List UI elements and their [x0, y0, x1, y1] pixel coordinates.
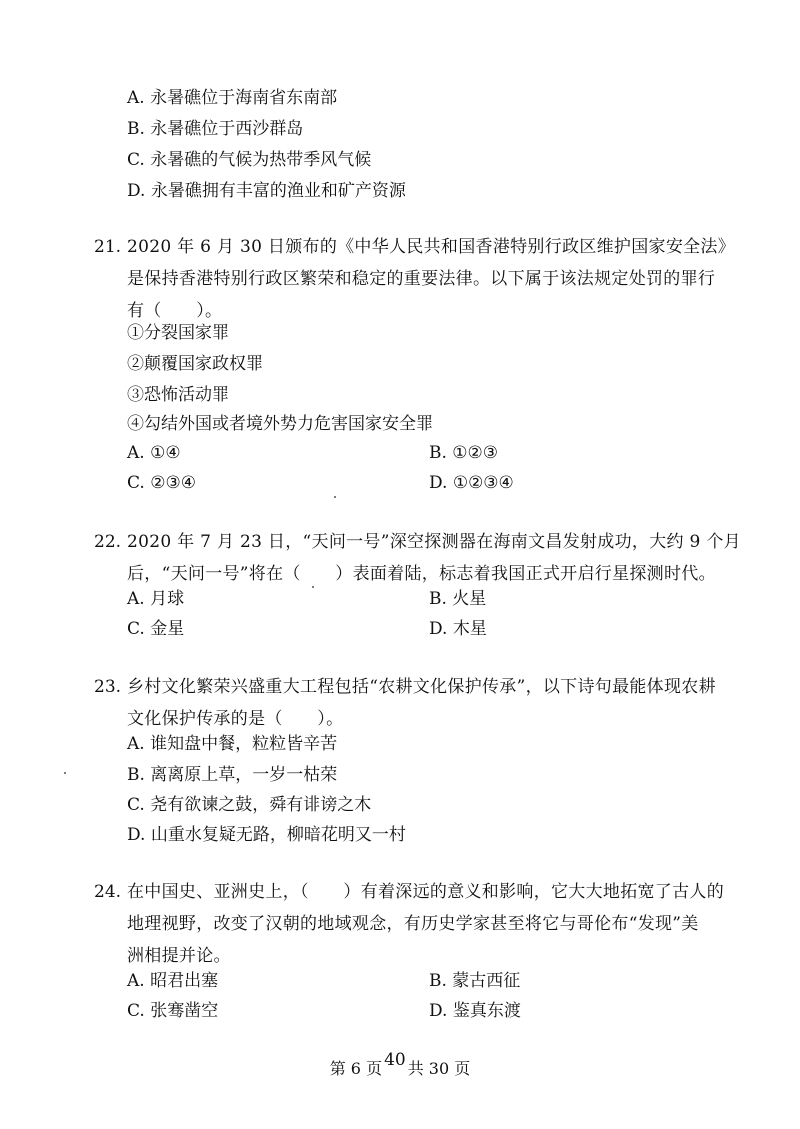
- page-stamp-number: 40: [384, 1050, 406, 1070]
- page-indicator: 第 6 页: [329, 1059, 383, 1078]
- stem-line: 乡村文化繁荣兴盛重大工程包括“农耕文化保护传承”，以下诗句最能体现农耕: [127, 677, 716, 697]
- option-d: D. 木星: [429, 619, 487, 639]
- option-a: A. 永暑礁位于海南省东南部: [127, 88, 338, 108]
- question-stem: [127, 876, 727, 972]
- page-footer: [0, 1050, 800, 1080]
- option-b: B. 火星: [429, 589, 487, 609]
- option-b: B. 永暑礁位于西沙群岛: [127, 119, 304, 139]
- option-a: A. 月球: [127, 589, 185, 609]
- statement-item: ②颠覆国家政权罪: [127, 354, 263, 374]
- option-d: D. 山重水复疑无路，柳暗花明又一村: [127, 825, 406, 845]
- stem-line: 2020 年 7 月 23 日，“天问一号”深空探测器在海南文昌发射成功，大约 9 个月: [127, 532, 741, 552]
- question-stem: [127, 231, 736, 327]
- option-b: B. 离离原上草，一岁一枯荣: [127, 765, 338, 785]
- option-c: C. 金星: [127, 619, 185, 639]
- stem-line: 在中国史、亚洲史上，（ ）有着深远的意义和影响，它大大地拓宽了古人的: [127, 882, 724, 902]
- option-c: C. 张骞凿空: [127, 1001, 219, 1021]
- question-number: 22.: [94, 532, 122, 552]
- stem-line: 后，“天问一号”将在（ ）表面着陆，标志着我国正式开启行星探测时代。: [127, 564, 716, 584]
- stem-line: 是保持香港特别行政区繁荣和稳定的重要法律。以下属于该法规定处罚的罪行: [127, 269, 716, 289]
- option-b: B. 蒙古西征: [429, 971, 521, 991]
- question-stem: [127, 526, 741, 590]
- option-d: D. 鉴真东渡: [429, 1001, 521, 1021]
- option-c: C. 永暑礁的气候为热带季风气候: [127, 150, 372, 170]
- stem-line: 有（ ）。: [127, 301, 223, 321]
- stem-line: 地理视野，改变了汉朝的地域观念，有历史学家甚至将它与哥伦布“发现”美: [127, 914, 699, 934]
- question-number: 24.: [94, 882, 122, 902]
- question-number: 21.: [94, 237, 122, 257]
- stem-line: 洲相提并论。: [127, 946, 231, 966]
- stem-line: 文化保护传承的是（ ）。: [127, 709, 344, 729]
- option-b: B. ①②③: [429, 443, 499, 463]
- option-a: A. 谁知盘中餐，粒粒皆辛苦: [127, 734, 338, 754]
- scan-speck: [312, 586, 314, 588]
- option-d: D. 永暑礁拥有丰富的渔业和矿产资源: [127, 181, 406, 201]
- scan-speck: [64, 772, 66, 774]
- option-a: A. ①④: [127, 443, 181, 463]
- question-stem: [127, 671, 727, 735]
- statement-item: ①分裂国家罪: [127, 323, 229, 343]
- stem-line: 2020 年 6 月 30 日颁布的《中华人民共和国香港特别行政区维护国家安全法》: [127, 237, 736, 257]
- statement-item: ④勾结外国或者境外势力危害国家安全罪: [127, 414, 433, 434]
- question-number: 23.: [94, 677, 122, 697]
- option-d: D. ①②③④: [429, 473, 514, 493]
- option-c: C. ②③④: [127, 473, 196, 493]
- scan-speck: [334, 496, 336, 498]
- total-pages: 共 30 页: [407, 1059, 471, 1078]
- option-a: A. 昭君出塞: [127, 971, 219, 991]
- option-c: C. 尧有欲谏之鼓，舜有诽谤之木: [127, 795, 372, 815]
- statement-item: ③恐怖活动罪: [127, 385, 229, 405]
